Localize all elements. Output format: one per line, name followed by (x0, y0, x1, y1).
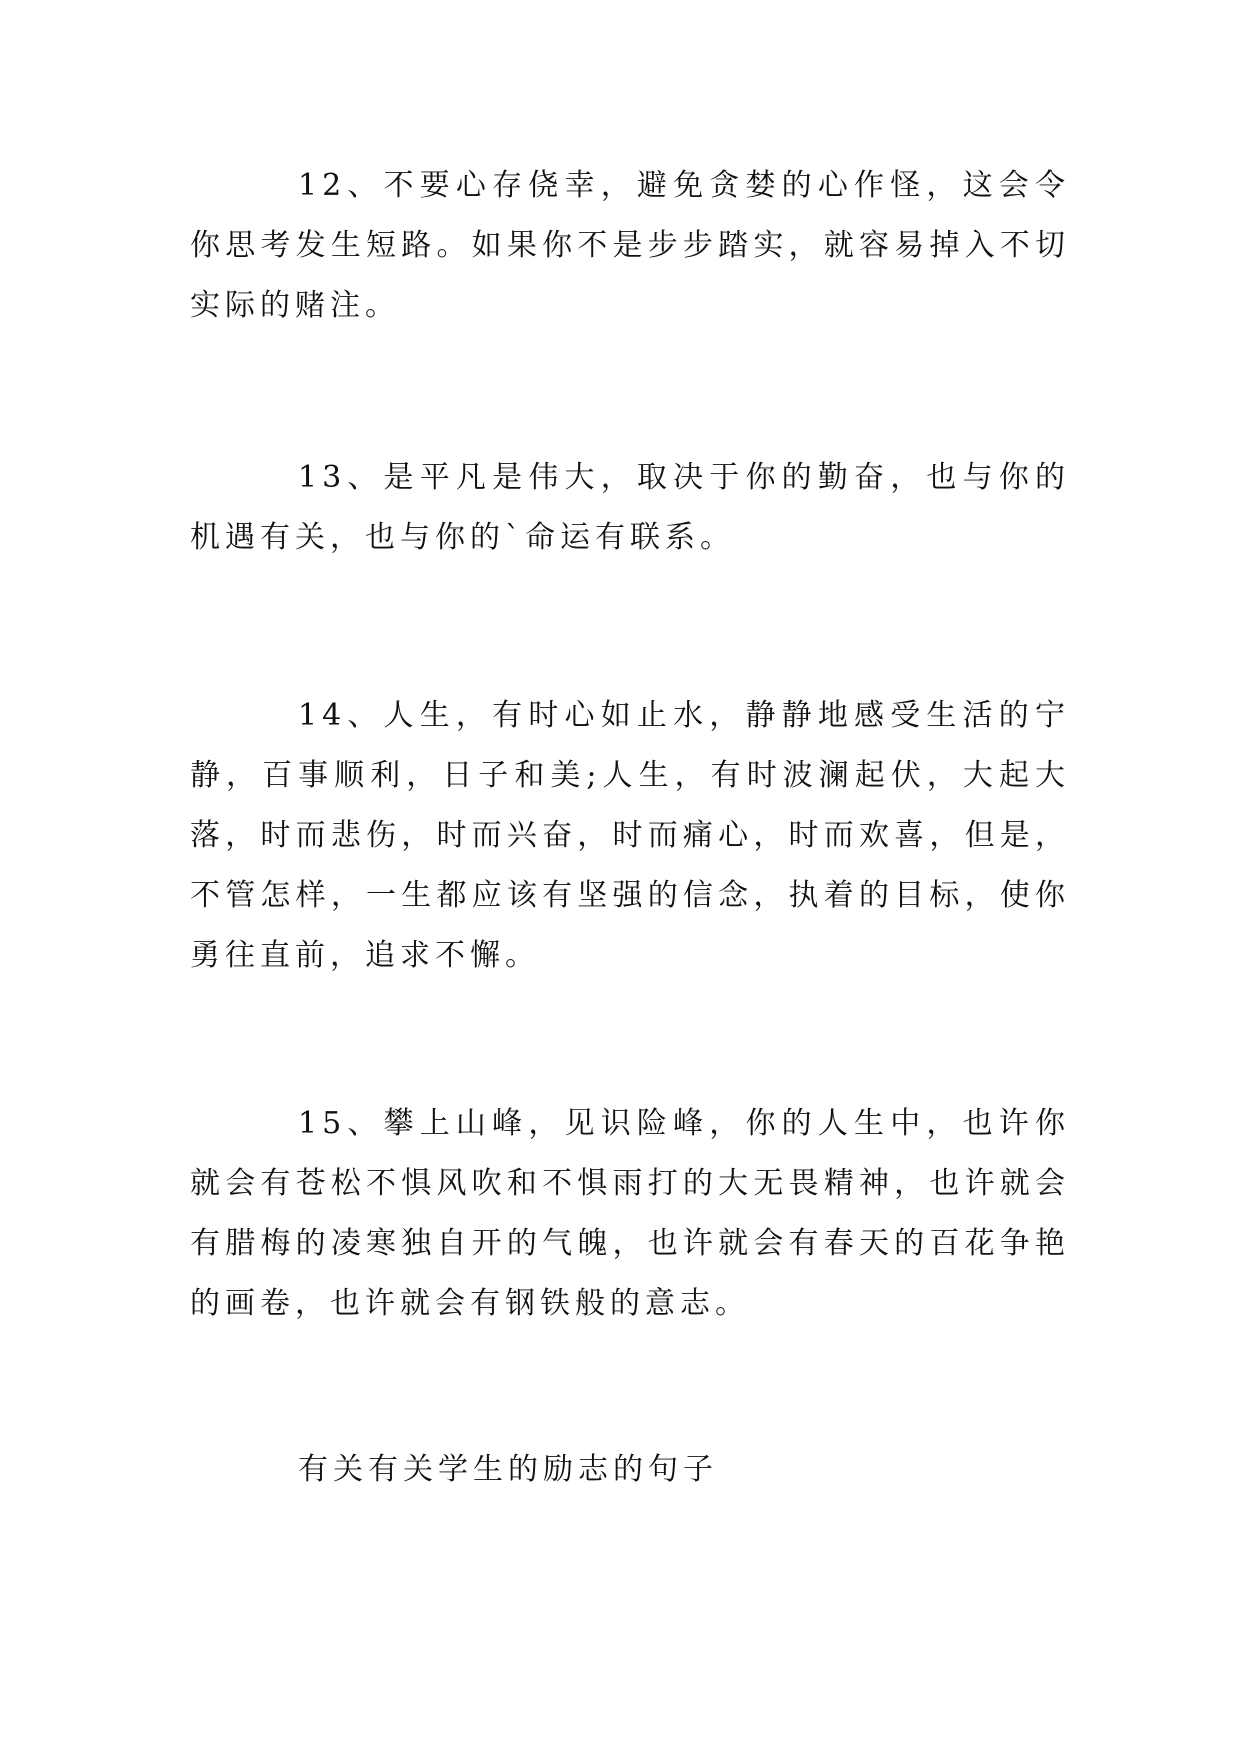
paragraph-15: 15、攀上山峰，见识险峰，你的人生中，也许你就会有苍松不惧风吹和不惧雨打的大无畏精神，也许就会有腊梅的凌寒独自开的气魄，也许就会有春天的百花争艳的画卷，也许就会有钢铁般的意志。 (190, 1106, 1070, 1321)
section-heading: 有关有关学生的励志的句子 (298, 1452, 718, 1487)
paragraph-13: 13、是平凡是伟大，取决于你的勤奋，也与你的机遇有关，也与你的`命运有联系。 (190, 460, 1070, 555)
paragraph-12: 12、不要心存侥幸，避免贪婪的心作怪，这会令你思考发生短路。如果你不是步步踏实，就容易掉入不切实际的赌注。 (190, 168, 1070, 323)
paragraph-14: 14、人生，有时心如止水，静静地感受生活的宁静，百事顺利，日子和美;人生，有时波澜起伏，大起大落，时而悲伤，时而兴奋，时而痛心，时而欢喜，但是，不管怎样，一生都应该有坚强的信念，执着的目标，使你勇往直前，追求不懈。 (190, 698, 1070, 973)
